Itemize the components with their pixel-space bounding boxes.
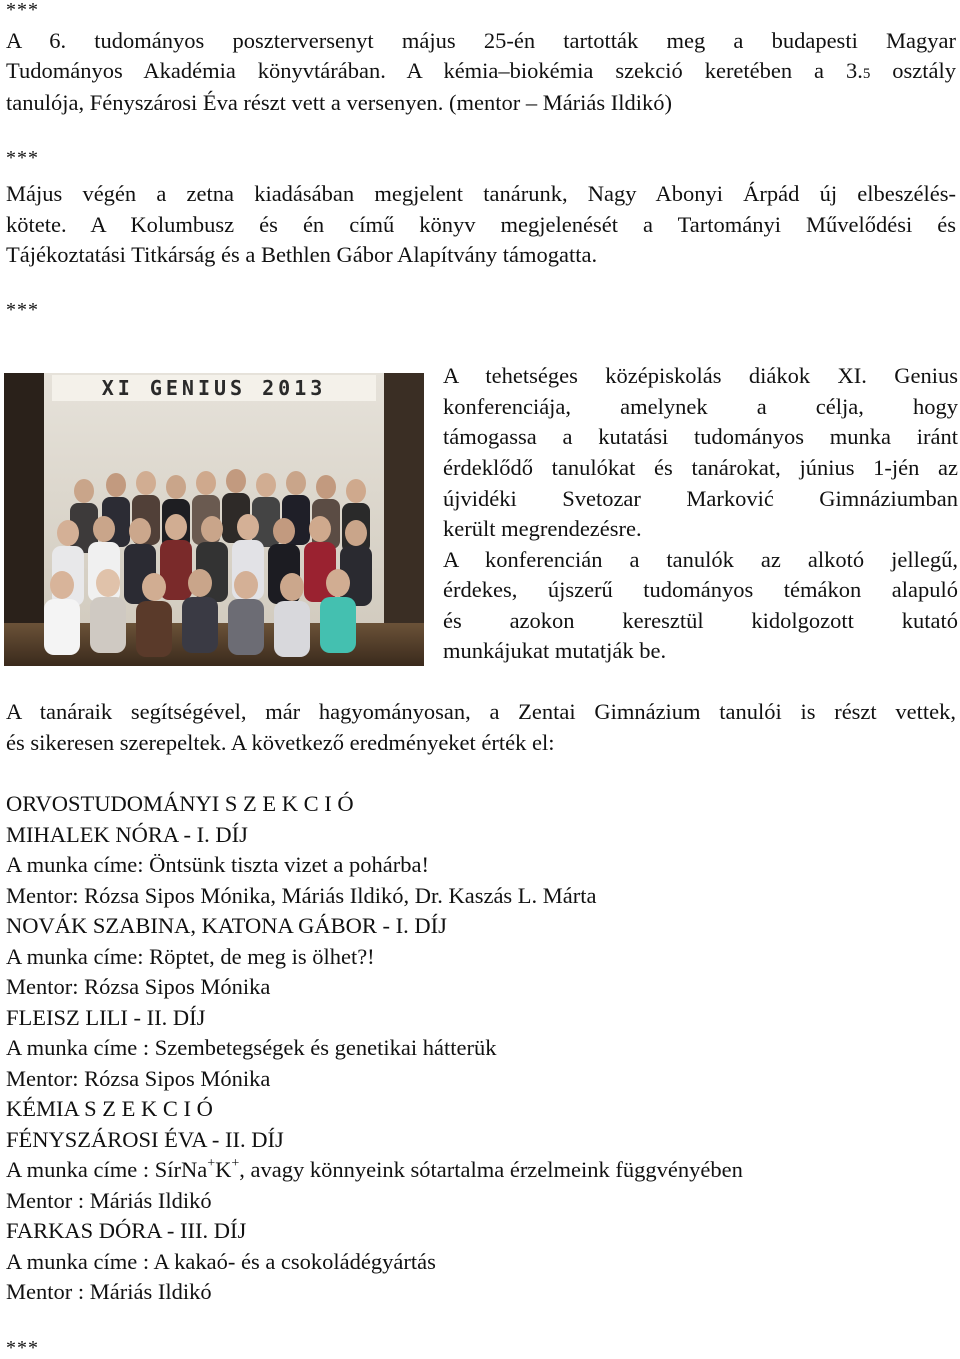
award-line: MIHALEK NÓRA - I. DÍJ — [6, 822, 248, 847]
genius-line4: érdeklődő tanulókat és tanárokat, június 1-jén az — [443, 455, 958, 480]
genius-line2: konferenciája, amelynek a célja, hogy — [443, 394, 958, 419]
work-title: A munka címe : SírNa+K+, avagy könnyeink sótartalma érzelmeink függvényében — [6, 1155, 743, 1182]
photo-banner: XI GENIUS 2013 — [101, 376, 327, 400]
work-title: A munka címe: Öntsünk tiszta vizet a pohárba! — [6, 852, 430, 877]
para3-line2: és sikeresen szerepeltek. A következő eredményeket érték el: — [6, 730, 555, 755]
genius-line9: és azokon keresztül kidolgozott kutató — [443, 608, 958, 633]
mentor-line: Mentor: Rózsa Sipos Mónika, Máriás Ildikó, Dr. Kaszás L. Márta — [6, 883, 597, 908]
genius-line8: érdekes, újszerű tudományos témákon alapuló — [443, 577, 958, 602]
genius-line1: A tehetséges középiskolás diákok XI. Genius — [443, 363, 958, 388]
work-title: A munka címe : Szembetegségek és genetikai hátterük — [6, 1035, 497, 1060]
genius-line3: támogassa a kutatási tudományos munka iránt — [443, 424, 958, 449]
genius-line5: újvidéki Svetozar Marković Gimnáziumban — [443, 486, 958, 511]
award-line: FÉNYSZÁROSI ÉVA - II. DÍJ — [6, 1127, 284, 1152]
para1-line2: Tudományos Akadémia könyvtárában. A kémia–biokémia szekció keretében a 3.5 osztály — [6, 58, 956, 83]
para1-line1: A 6. tudományos poszterversenyt május 25-én tartották meg a budapesti Magyar — [6, 28, 956, 53]
genius-line10: munkájukat mutatják be. — [443, 638, 667, 663]
separator: *** — [6, 1337, 39, 1359]
section-heading: ORVOSTUDOMÁNYI S Z E K C I Ó — [6, 791, 354, 816]
mentor-line: Mentor: Rózsa Sipos Mónika — [6, 974, 271, 999]
genius-line6: került megrendezésre. — [443, 516, 642, 541]
award-line: FLEISZ LILI - II. DÍJ — [6, 1005, 206, 1030]
para2-line3: Tájékoztatási Titkárság és a Bethlen Gábor Alapítvány támogatta. — [6, 242, 598, 267]
genius-line7: A konferencián a tanulók az alkotó jellegű, — [443, 547, 958, 572]
separator: *** — [6, 0, 39, 21]
para1-line3: tanulója, Fényszárosi Éva részt vett a versenyen. (mentor – Máriás Ildikó) — [6, 90, 673, 115]
section-heading: KÉMIA S Z E K C I Ó — [6, 1096, 213, 1121]
mentor-line: Mentor : Máriás Ildikó — [6, 1188, 212, 1213]
award-line: FARKAS DÓRA - III. DÍJ — [6, 1218, 247, 1243]
separator: *** — [6, 147, 39, 169]
group-photo — [4, 373, 424, 666]
work-title: A munka címe : A kakaó- és a csokoládégyártás — [6, 1249, 436, 1274]
mentor-line: Mentor: Rózsa Sipos Mónika — [6, 1066, 271, 1091]
work-title: A munka címe: Röptet, de meg is ölhet?! — [6, 944, 375, 969]
award-line: NOVÁK SZABINA, KATONA GÁBOR - I. DÍJ — [6, 913, 447, 938]
separator: *** — [6, 299, 39, 321]
para2-line2: kötete. A Kolumbusz és én című könyv megjelenését a Tartományi Művelődési és — [6, 212, 956, 237]
para2-line1: Május végén a zetna kiadásában megjelent tanárunk, Nagy Abonyi Árpád új elbeszélés- — [6, 181, 956, 206]
para3-line1: A tanáraik segítségével, már hagyományosan, a Zentai Gimnázium tanulói is részt vettek, — [6, 699, 956, 724]
mentor-line: Mentor : Máriás Ildikó — [6, 1279, 212, 1304]
